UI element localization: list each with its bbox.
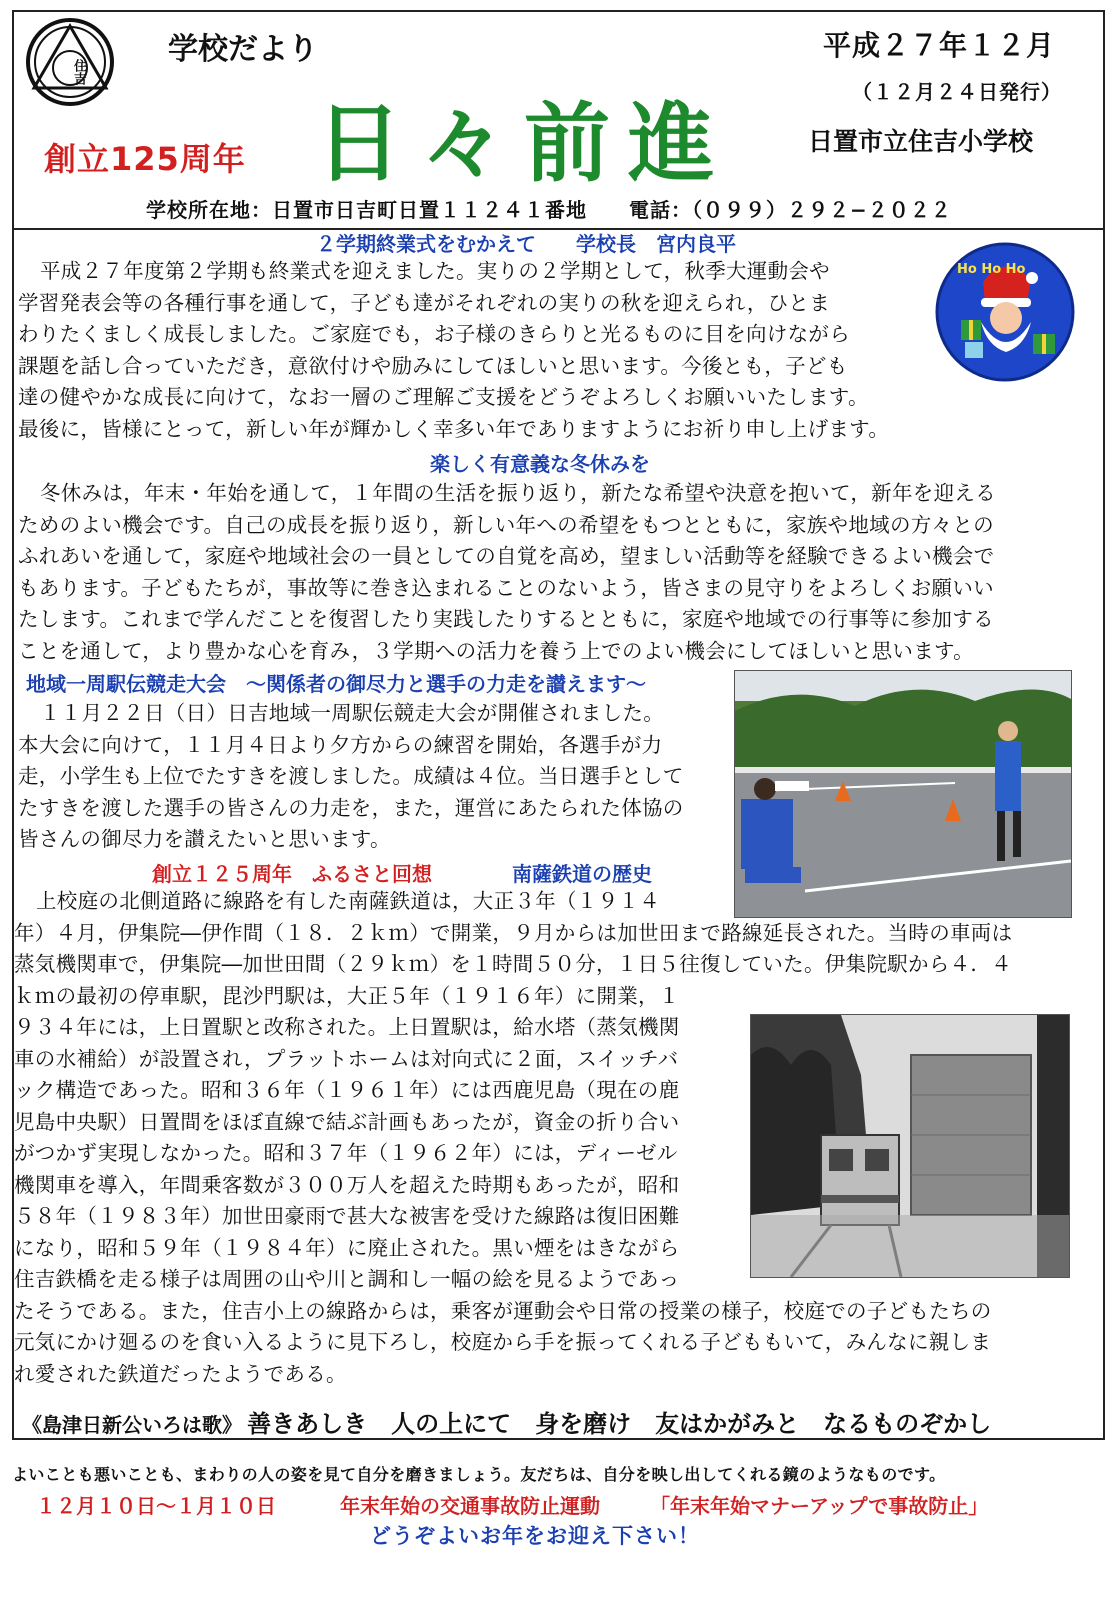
text-line: たすきを渡した選手の皆さんの力走を，また，運営にあたられた体協の <box>18 795 684 820</box>
text-line: 住吉鉄橋を走る様子は周囲の山や川と調和し一幅の絵を見るようであっ <box>14 1267 680 1291</box>
text-line: もあります。子どもたちが，事故等に巻き込まれることのないよう，皆さまの見守りをよろしくお願いい <box>18 575 994 600</box>
text-line: ふれあいを通して，家庭や地域社会の一員としての自覚を高め，望ましい活動等を経験できるよい機会で <box>18 544 995 568</box>
text-line: たそうである。また，住吉小上の線路からは，乗客が運動会や日常の授業の様子，校庭での子どもたちの <box>14 1298 992 1323</box>
anniversary-label: 創立125周年 <box>44 140 246 178</box>
text-line: れ愛された鉄道だったようである。 <box>14 1361 347 1386</box>
text-line: １１月２２日（日）日吉地域一周駅伝競走大会が開催されました。 <box>40 701 664 725</box>
text-line: 皆さんの御尽力を讃えたいと思います。 <box>18 827 391 851</box>
santa-text: Ho Ho Ho <box>957 262 1026 277</box>
text-line: ５８年（１９８３年）加世田豪雨で甚大な被害を受けた線路は復旧困難 <box>14 1204 680 1228</box>
text-line: 上校庭の北側道路に線路を有した南薩鉄道は，大正３年（１９１４ <box>36 889 660 913</box>
text-line: 平成２７年度第２学期も終業式を迎えました。実りの２学期として，秋季大運動会や <box>40 259 830 283</box>
issue-date: 平成２７年１２月 <box>823 29 1056 62</box>
section2-heading: 楽しく有意義な冬休みを <box>430 452 650 476</box>
logo-text: 住吉 <box>71 59 86 85</box>
section4-heading-blue: 南薩鉄道の歴史 <box>512 862 652 886</box>
text-line: 冬休みは，年末・年始を通して，１年間の生活を振り返り，新たな希望や決意を抱いて，新年を迎える <box>40 481 996 505</box>
text-line: 年）４月，伊集院―伊作間（１８．２ｋｍ）で開業，９月からは加世田まで路線延長された。当時の車両は <box>14 920 1013 945</box>
school-logo <box>26 18 114 106</box>
text-line: 元気にかけ廻るのを食い入るように見下ろし，校庭から手を振ってくれる子どももいて，みんなに親しま <box>14 1330 992 1354</box>
text-line: 走，小学生も上位でたすきを渡しました。成績は４位。当日選手として <box>18 764 684 788</box>
text-line: ９３４年には，上日置駅と改称された。上日置駅は，給水塔（蒸気機関 <box>14 1015 680 1039</box>
text-line: ためのよい機会です。自己の成長を振り返り，新しい年への希望をもつとともに，家族や地域の方々との <box>18 512 994 537</box>
text-line: ｋｍの最初の停車駅，毘沙門駅は，大正５年（１９１６年）に開業，１ <box>14 983 680 1008</box>
campaign-name: 年末年始の交通事故防止運動 <box>340 1494 600 1518</box>
section1-heading: ２学期終業式をむかえて 学校長 宮内良平 <box>316 232 736 256</box>
iroha-row <box>22 1404 991 1439</box>
new-year-greeting: どうぞよいお年をお迎え下さい！ <box>370 1524 700 1548</box>
text-line: ことを通して，より豊かな心を育み，３学期への活力を養う上でのよい機会にしてほしいと思います。 <box>18 638 974 663</box>
text-line: 児島中央駅）日置間をほぼ直線で結ぶ計画もあったが，資金の折り合い <box>14 1109 680 1134</box>
iroha-explanation: よいことも悪いことも、まわりの人の姿を見て自分を磨きましょう。友だちは、自分を映し出してくれる鏡のようなものです。 <box>12 1465 946 1484</box>
text-line: 課題を話し合っていただき，意欲付けや励みにしてほしいと思います。今後とも，子ども <box>18 353 848 378</box>
section3-heading: 地域一周駅伝競走大会 ～関係者の御尽力と選手の力走を讃えます～ <box>26 672 646 696</box>
santa-illustration <box>935 242 1075 382</box>
newsletter-label: 学校だより <box>168 32 318 67</box>
text-line: たします。これまで学んだことを復習したり実践したりするとともに，家庭や地域での行事等に参加する <box>18 607 994 631</box>
school-address: 学校所在地：日置市日吉町日置１１２４１番地 電話：（０９９）２９２−２０２２ <box>146 198 952 222</box>
section2-body <box>18 478 1098 667</box>
text-line: 学習発表会等の各種行事を通して，子ども達がそれぞれの実りの秋を迎えられ，ひとま <box>18 290 831 315</box>
section1-body <box>18 256 928 445</box>
iroha-label: 《島津日新公いろは歌》 <box>22 1413 242 1437</box>
section4-heading-red: 創立１２５周年 ふるさと回想 <box>152 862 432 886</box>
issue-published: （１２月２４日発行） <box>852 80 1062 104</box>
text-line: 最後に，皆様にとって，新しい年が輝かしく幸多い年でありますようにお祈り申し上げます。 <box>18 416 890 441</box>
text-line: 達の健やかな成長に向けて，なお一層のご理解ご支援をどうぞよろしくお願いいたします。 <box>18 385 869 409</box>
text-line: 蒸気機関車で，伊集院―加世田間（２９ｋｍ）を１時間５０分，１日５往復していた。伊集院駅から４．４ <box>14 952 1012 976</box>
section3-body <box>18 698 730 856</box>
text-line: がつかず実現しなかった。昭和３７年（１９６２年）には，ディーゼル <box>14 1141 678 1165</box>
text-line: 車の水補給）が設置され，プラットホームは対向式に２面，スイッチバ <box>14 1046 679 1071</box>
iroha-verse: 善きあしき 人の上にて 身を磨け 友はかがみと なるものぞかし <box>247 1409 992 1438</box>
campaign-dates: １２月１０日～１月１０日 <box>36 1494 276 1518</box>
ekiden-photo <box>734 670 1072 918</box>
text-line: 本大会に向けて，１１月４日より夕方からの練習を開始，各選手が力 <box>18 732 663 757</box>
campaign-slogan: 「年末年始マナーアップで事故防止」 <box>650 1494 989 1518</box>
section4-body <box>14 886 1104 1390</box>
text-line: 機関車を導入，年間乗客数が３００万人を超えた時期もあったが，昭和 <box>14 1172 680 1197</box>
newsletter-title: 日々前進 <box>316 94 732 194</box>
text-line: わりたくましく成長しました。ご家庭でも，お子様のきらりと光るものに目を向けながら <box>18 322 850 346</box>
text-line: になり，昭和５９年（１９８４年）に廃止された。黒い煙をはきながら <box>14 1235 680 1260</box>
text-line: ック構造であった。昭和３６年（１９６１年）には西鹿児島（現在の鹿 <box>14 1078 680 1102</box>
school-name: 日置市立住吉小学校 <box>808 127 1034 156</box>
